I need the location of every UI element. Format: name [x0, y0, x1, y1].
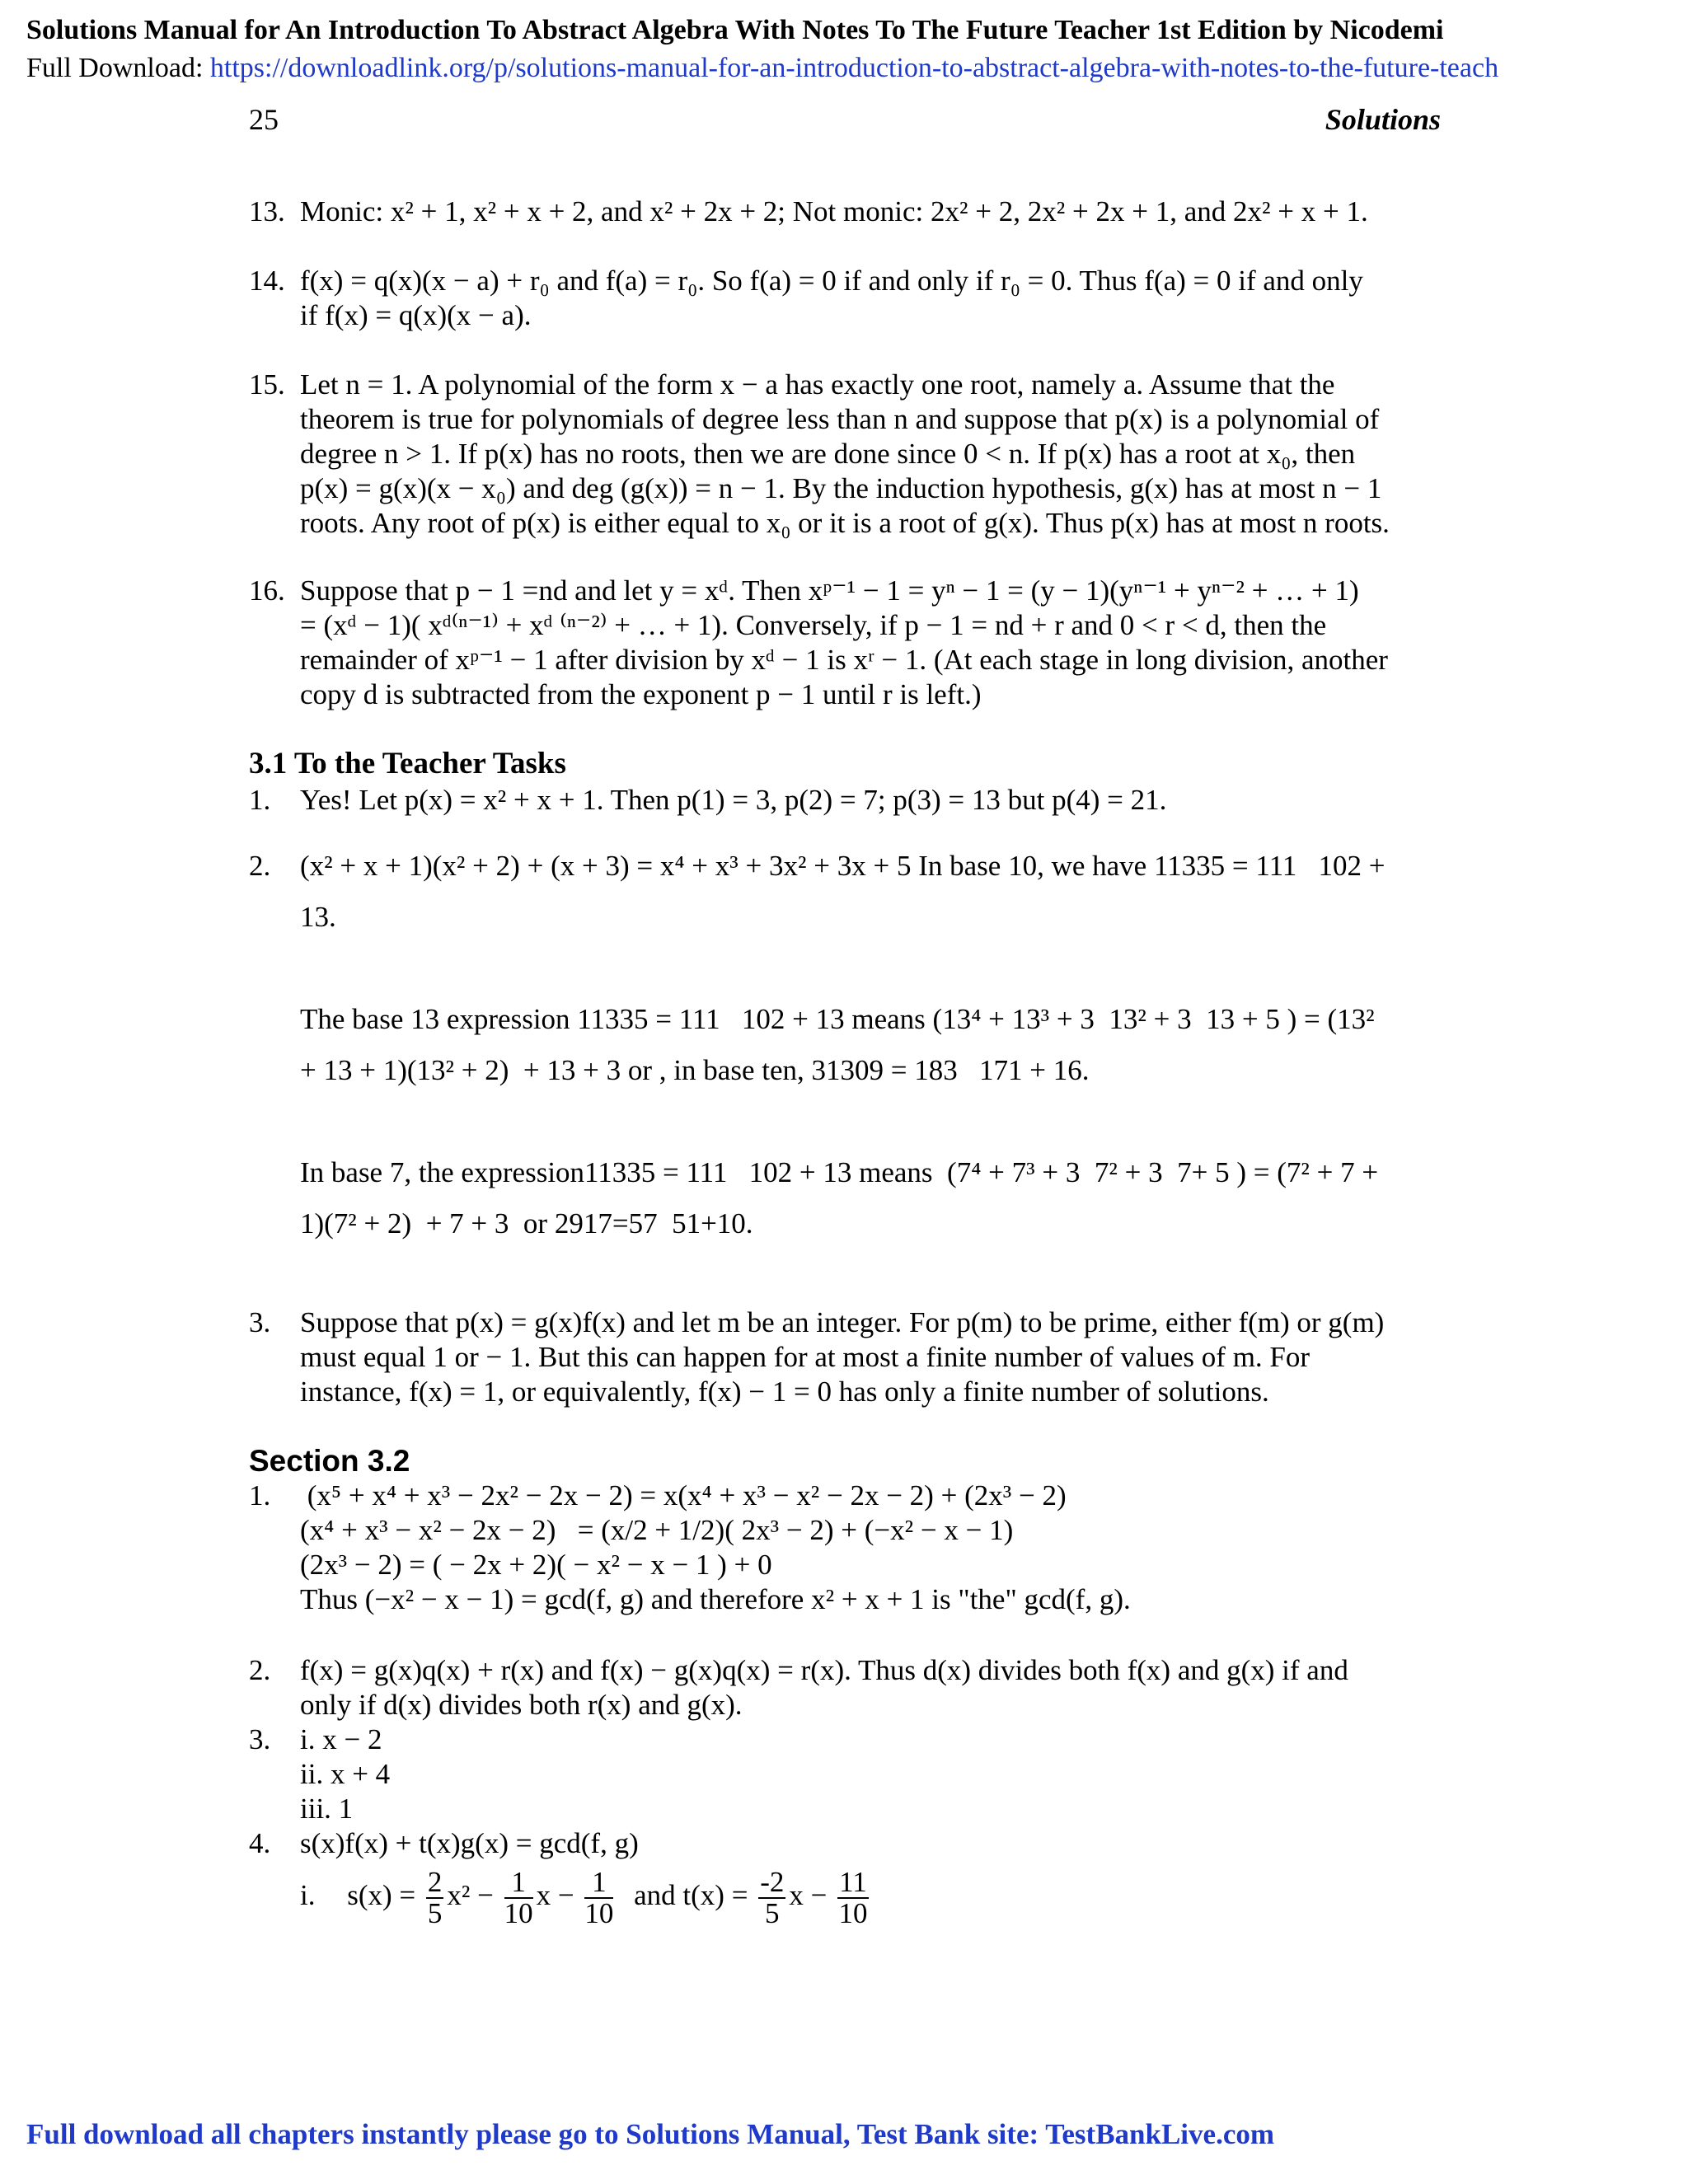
text-line: (x⁵ + x⁴ + x³ − 2x² − 2x − 2) = x(x⁴ + x³ − x² − 2x − 2) + (2x³ − 2) — [300, 1479, 1067, 1511]
section-3-2-item-2 — [249, 1653, 1444, 1929]
text-line: The base 13 expression 11335 = 111 102 + 13 means (13⁴ + 13³ + 3 13² + 3 13 + 5 ) = (13² — [300, 1003, 1375, 1035]
text-line: theorem is true for polynomials of degree less than n and suppose that p(x) is a polynomial of — [300, 403, 1380, 435]
document-title: Solutions Manual for An Introduction To Abstract Algebra With Notes To The Future Teacher 1st Edition by Nicodemi — [26, 15, 1444, 45]
text-line: degree n > 1. If p(x) has no roots, then we are done since 0 < n. If p(x) has a root at x₀, then — [300, 438, 1356, 470]
sub-label: i. — [300, 1879, 316, 1912]
equation-text: x − — [789, 1879, 828, 1912]
problem-16 — [249, 574, 1444, 712]
text-line: Suppose that p − 1 =nd and let y = xᵈ. Then xᵖ⁻¹ − 1 = yⁿ − 1 = (y − 1)(yⁿ⁻¹ + yⁿ⁻² + … + 1) — [300, 574, 1359, 607]
fraction: $\frac{-2}{5}$ — [760, 1866, 785, 1929]
download-link[interactable]: https://downloadlink.org/p/solutions-manual-for-an-introduction-to-abstract-algebra-with-notes-to-the-future-teach — [209, 53, 1499, 83]
teacher-task-2 — [249, 841, 1444, 1249]
item-number: 4. — [249, 1827, 271, 1859]
text-line: ii. x + 4 — [300, 1758, 391, 1790]
item-number: 3. — [249, 1306, 271, 1338]
equation-text: s(x) = — [347, 1879, 416, 1912]
text-line: iii. 1 — [300, 1793, 354, 1825]
section-3-2 — [249, 1444, 1444, 1617]
problem-13 — [249, 194, 1444, 229]
running-head: Solutions — [1325, 103, 1441, 136]
item-text: Monic: x² + 1, x² + x + 2, and x² + 2x + 2; Not monic: 2x² + 2, 2x² + 2x + 1, and 2x² + x + 1. — [300, 195, 1368, 227]
footer-banner[interactable]: Full download all chapters instantly please go to Solutions Manual, Test Bank site: TestBankLive.com — [26, 2118, 1275, 2150]
text-line: 1)(7² + 2) + 7 + 3 or 2917=57 51+10. — [300, 1207, 753, 1240]
item-number: 15. — [249, 368, 285, 401]
item-number: 1. — [249, 1479, 271, 1511]
item-number: 1. — [249, 784, 271, 816]
fraction: $\frac{2}{5}$ — [427, 1866, 443, 1929]
item-number: 14. — [249, 265, 285, 297]
item-number: 2. — [249, 1654, 271, 1686]
problem-15 — [249, 368, 1444, 541]
text-line: (2x³ − 2) = ( − 2x + 2)( − x² − x − 1 ) + 0 — [300, 1549, 772, 1581]
teacher-tasks-section — [249, 747, 1444, 818]
item-number: 3. — [249, 1723, 271, 1755]
section-heading: Section 3.2 — [249, 1444, 410, 1478]
section-heading: 3.1 To the Teacher Tasks — [249, 747, 566, 780]
text-line: Let n = 1. A polynomial of the form x − a has exactly one root, namely a. Assume that the — [300, 368, 1335, 401]
problem-14 — [249, 264, 1444, 333]
text-line: only if d(x) divides both r(x) and g(x). — [300, 1689, 743, 1721]
text-line: f(x) = q(x)(x − a) + r₀ and f(a) = r₀. So f(a) = 0 if and only if r₀ = 0. Thus f(a) = 0 if and only — [300, 265, 1363, 297]
text-line: remainder of xᵖ⁻¹ − 1 after division by xᵈ − 1 is xʳ − 1. (At each stage in long division, another — [300, 644, 1388, 676]
text-line: (x⁴ + x³ − x² − 2x − 2) = (x/2 + 1/2)( 2x³ − 2) + (−x² − x − 1) — [300, 1514, 1014, 1546]
text-line: f(x) = g(x)q(x) + r(x) and f(x) − g(x)q(x) = r(x). Thus d(x) divides both f(x) and g(x) if and — [300, 1654, 1348, 1686]
item-text: Yes! Let p(x) = x² + x + 1. Then p(1) = 3, p(2) = 7; p(3) = 13 but p(4) = 21. — [300, 784, 1167, 816]
text-line: instance, f(x) = 1, or equivalently, f(x) − 1 = 0 has only a finite number of solutions. — [300, 1376, 1269, 1408]
item-number: 13. — [249, 195, 285, 227]
equation-text: x² − — [447, 1879, 494, 1912]
text-line: Suppose that p(x) = g(x)f(x) and let m be an integer. For p(m) to be prime, either f(m) or g(m) — [300, 1306, 1385, 1338]
page-number: 25 — [249, 103, 279, 136]
text-line: p(x) = g(x)(x − x₀) and deg (g(x)) = n − 1. By the induction hypothesis, g(x) has at most n − 1 — [300, 472, 1382, 504]
download-label: Full Download: — [26, 53, 204, 83]
equation-text: and t(x) = — [634, 1879, 748, 1912]
teacher-task-3 — [249, 1305, 1444, 1409]
text-line: i. x − 2 — [300, 1723, 382, 1755]
text-line: roots. Any root of p(x) is either equal to x₀ or it is a root of g(x). Thus p(x) has at most n roots. — [300, 507, 1390, 539]
item-number: 16. — [249, 574, 285, 607]
fraction: $\frac{1}{10}$ — [504, 1866, 533, 1929]
text-line: if f(x) = q(x)(x − a). — [300, 299, 532, 331]
text-line: 13. — [300, 901, 336, 933]
equation-text: x − — [536, 1879, 574, 1912]
text-line: must equal 1 or − 1. But this can happen for at most a finite number of values of m. For — [300, 1341, 1311, 1373]
text-line: In base 7, the expression11335 = 111 102 + 13 means (7⁴ + 7³ + 3 7² + 3 7+ 5 ) = (7² + 7 + — [300, 1156, 1379, 1188]
fraction: $\frac{11}{10}$ — [838, 1866, 868, 1929]
text-line: Thus (−x² − x − 1) = gcd(f, g) and therefore x² + x + 1 is "the" gcd(f, g). — [300, 1583, 1131, 1615]
text-line: (x² + x + 1)(x² + 2) + (x + 3) = x⁴ + x³ + 3x² + 3x + 5 In base 10, we have 11335 = 111 102 + — [300, 850, 1386, 882]
item-number: 2. — [249, 850, 271, 882]
text-line: = (xᵈ − 1)( xᵈ⁽ⁿ⁻¹⁾ + xᵈ ⁽ⁿ⁻²⁾ + … + 1). Conversely, if p − 1 = nd + r and 0 < r < d, then the — [300, 609, 1327, 641]
fraction: $\frac{1}{10}$ — [584, 1866, 614, 1929]
text-line: + 13 + 1)(13² + 2) + 13 + 3 or , in base ten, 31309 = 183 171 + 16. — [300, 1054, 1090, 1086]
download-line — [26, 53, 1498, 84]
text-line: s(x)f(x) + t(x)g(x) = gcd(f, g) — [300, 1827, 639, 1859]
equation-line — [300, 1868, 1444, 1929]
text-line: copy d is subtracted from the exponent p − 1 until r is left.) — [300, 678, 982, 710]
